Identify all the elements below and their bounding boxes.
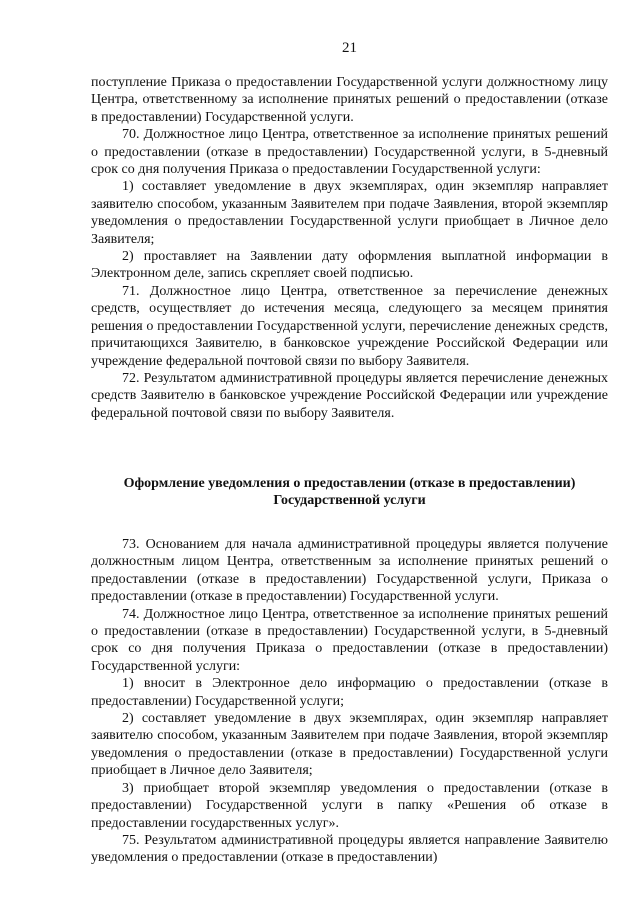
- section-heading-line-2: Государственной услуги: [273, 493, 426, 509]
- paragraph-74: 74. Должностное лицо Центра, ответственное за исполнение принятых решений о предоставлении (отказе в предоставлении) Государственной услуги, в 5-дневный срок со дня получения Приказа о предоставлении (отказе в предоставлении) Государственной услуги:: [91, 606, 608, 674]
- section-heading: [91, 475, 608, 510]
- section-heading-line-1: Оформление уведомления о предоставлении (отказе в предоставлении): [123, 476, 576, 491]
- paragraph-70: 70. Должностное лицо Центра, ответственное за исполнение принятых решений о предоставлении (отказе в предоставлении) Государственной услуги, в 5-дневный срок со дня получения Приказа о предоставлении Государственной услуги:: [91, 127, 608, 178]
- paragraph-74-item-3: 3) приобщает второй экземпляр уведомления о предоставлении (отказе в предоставлении) Государственной услуги в папку «Решения об отказе в предоставлении государственных услуг».: [91, 780, 608, 831]
- paragraph-70-item-1: 1) составляет уведомление в двух экземплярах, один экземпляр направляет заявителю способом, указанным Заявителем при подаче Заявления, второй экземпляр уведомления о предоставлении Государственной услуги приобщает в Личное дело Заявителя;: [91, 179, 608, 247]
- paragraph: поступление Приказа о предоставлении Государственной услуги должностному лицу Центра, ответственному за исполнение принятых решений о предоставлении (отказе в предоставлении) Государственной услуги.: [91, 75, 608, 125]
- paragraph-70-item-2: 2) проставляет на Заявлении дату оформления выплатной информации в Электронном деле, запись скрепляет своей подписью.: [91, 249, 608, 282]
- paragraph-74-item-2: 2) составляет уведомление в двух экземплярах, один экземпляр направляет заявителю способом, указанным Заявителем при подаче Заявления, второй экземпляр уведомления о предоставлении (отказе в предоставлении) Государственной услуги приобщает в Личное дело Заявителя;: [91, 711, 608, 779]
- text-block-bottom: [91, 536, 608, 867]
- paragraph-71: 71. Должностное лицо Центра, ответственное за перечисление денежных средств, осуществляет до истечения месяца, следующего за месяцем принятия решения о предоставлении Государственной услуги, перечисление денежных средств, причитающихся Заявителю, в банковское учреждение Российской Федерации или учреждение федеральной почтовой связи по выбору Заявителя.: [91, 283, 608, 369]
- paragraph-74-item-1: 1) вносит в Электронное дело информацию о предоставлении (отказе в предоставлении) Государственной услуги;: [91, 676, 608, 709]
- paragraph-72: 72. Результатом административной процедуры является перечисление денежных средств Заявителю в банковское учреждение Российской Федерации или учреждение федеральной почтовой связи по выбору Заявителя.: [91, 370, 608, 421]
- page-number: 21: [342, 40, 357, 56]
- paragraph-73: 73. Основанием для начала административной процедуры является получение должностным лицом Центра, ответственным за исполнение принятых решений о предоставлении (отказе в предоставлении) Государственной услуги, Приказа о предоставлении (отказе в предоставлении) Государственной услуги.: [91, 537, 608, 605]
- paragraph-75: 75. Результатом административной процедуры является направление Заявителю уведомления о предоставлении (отказе в предоставлении): [91, 832, 608, 866]
- text-block-top: [91, 74, 608, 422]
